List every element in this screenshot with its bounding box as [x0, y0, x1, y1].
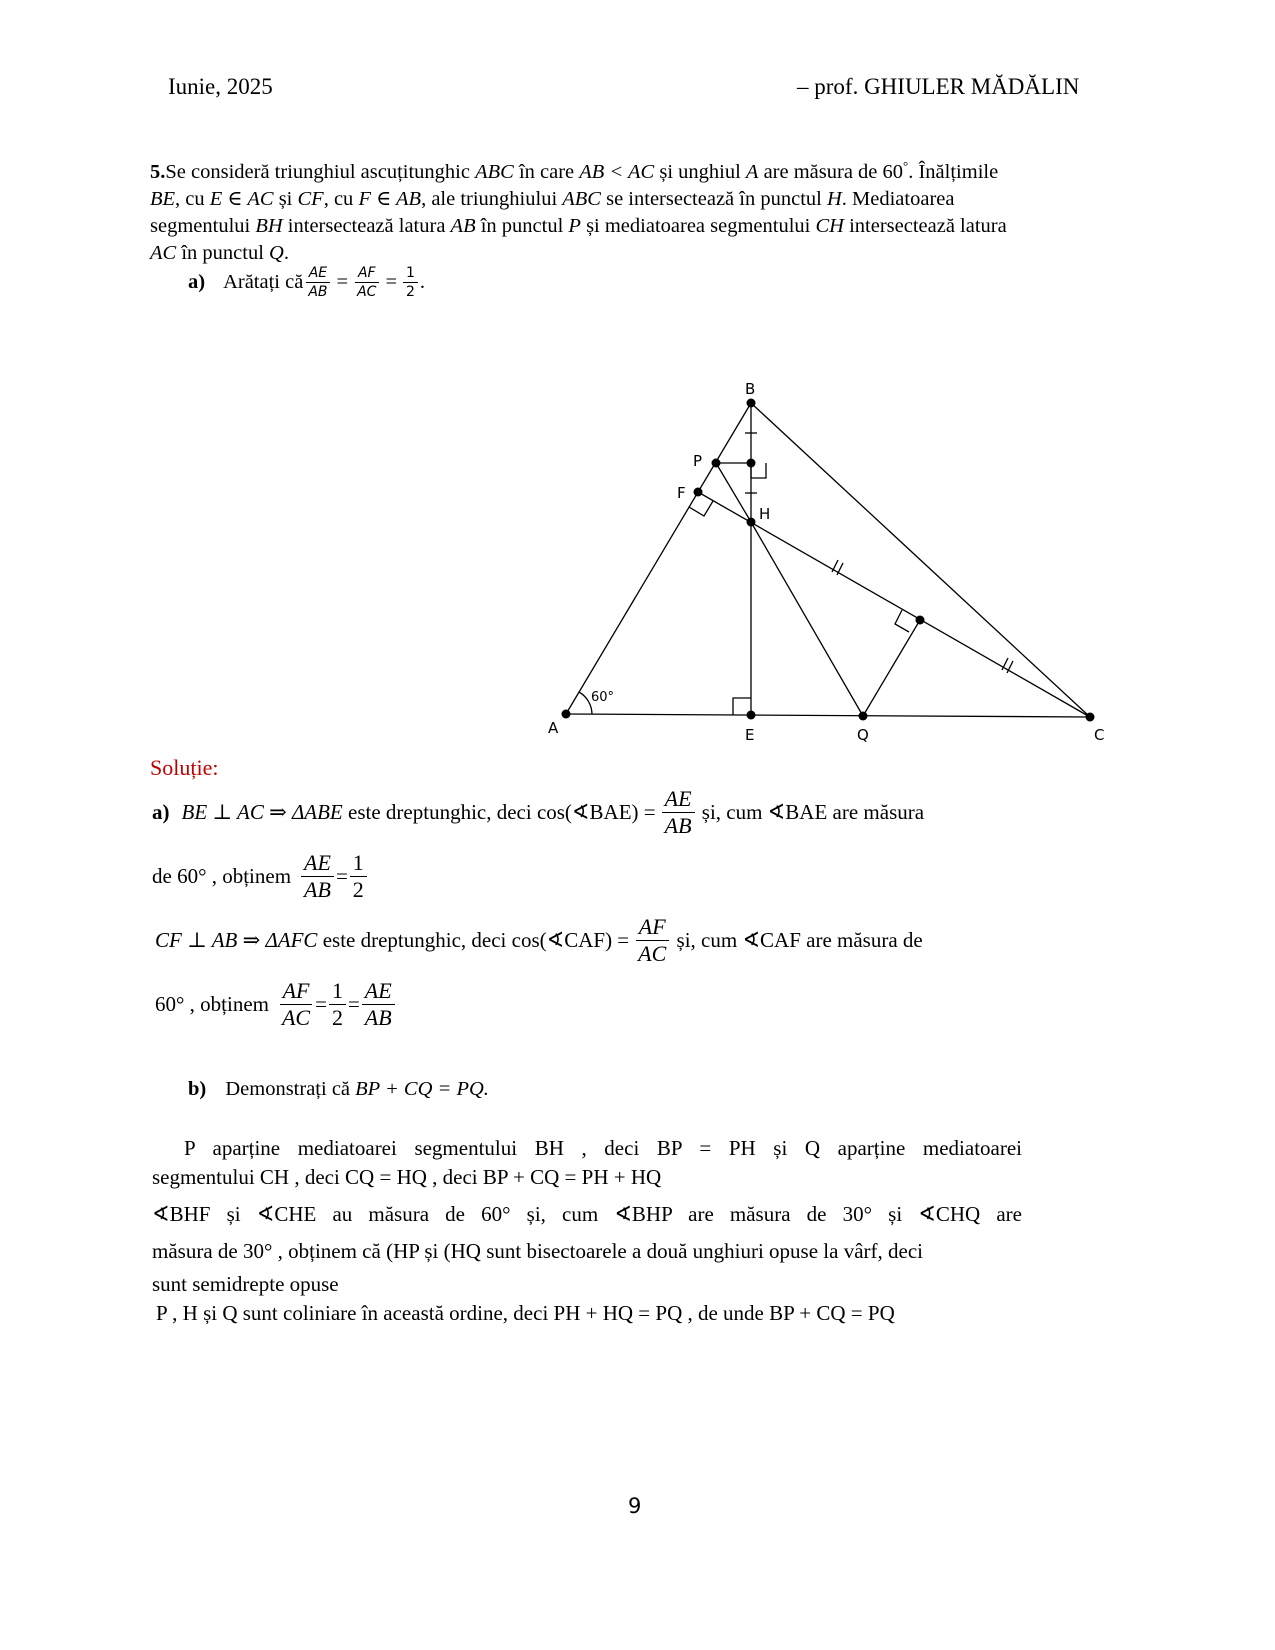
solution-a-line-1: [152, 788, 1022, 837]
altitude-cf: [698, 492, 1090, 717]
degree: °: [903, 158, 909, 173]
part-a-statement: [188, 266, 425, 299]
text: în punctul: [475, 214, 569, 237]
label-e: E: [745, 726, 755, 744]
midpoint-bh: [747, 459, 756, 468]
text: în care: [513, 160, 580, 183]
right-angle-mark: [895, 610, 909, 632]
side-ab: [566, 403, 751, 714]
fraction-ae-ab: [305, 266, 330, 299]
fraction-one-half: [403, 266, 418, 299]
math: A: [745, 160, 759, 183]
math: CH: [815, 214, 844, 237]
math: BE ⊥ AC ⇒ ΔABE: [181, 800, 343, 824]
label-f: F: [677, 484, 686, 502]
label-p: P: [693, 452, 703, 470]
header-right: – prof. GHIULER MĂDĂLIN: [797, 74, 1080, 99]
segment-hq: [751, 522, 863, 716]
fraction-one-half: [350, 852, 367, 901]
text: are măsura de 60: [758, 160, 904, 183]
denominator: AC: [638, 941, 667, 966]
solution-a-line-4: [155, 980, 397, 1029]
point-e: [747, 711, 756, 720]
label-a: A: [548, 719, 559, 737]
fraction-af-ac: [635, 916, 669, 965]
triangle-figure: [530, 370, 1110, 750]
math: H: [826, 187, 842, 210]
label-q: Q: [857, 726, 869, 744]
math: CF: [297, 187, 324, 210]
text: intersectează latura: [282, 214, 451, 237]
solution-title: Soluție:: [150, 755, 219, 780]
side-ac: [566, 714, 1090, 717]
header-left: Iunie, 2025: [168, 74, 273, 99]
solution-a-line-2: [152, 852, 369, 901]
equals: =: [385, 271, 397, 293]
page-number: 9: [628, 1494, 642, 1518]
solution-b-line-4: măsura de 30° , obținem că (HP și (HQ sunt bisectoarele a două unghiuri opuse la vârf, deci: [152, 1239, 923, 1263]
equals: =: [336, 271, 349, 293]
midpoint-ch: [916, 616, 925, 625]
math: BH: [255, 214, 283, 237]
text: . Înălțimile: [908, 160, 999, 183]
point-a: [562, 710, 571, 719]
text: , cu: [175, 187, 210, 210]
denominator: AB: [304, 877, 331, 902]
numerator: AF: [636, 916, 669, 941]
text: , cu: [323, 187, 359, 210]
problem-line-1: [150, 152, 1130, 186]
numerator: 1: [329, 980, 346, 1005]
denominator: 2: [352, 877, 364, 902]
equals: =: [315, 992, 327, 1016]
point-f: [694, 488, 703, 497]
fraction-ae-ab: [662, 788, 695, 837]
math: Q: [269, 241, 284, 264]
denominator: 2: [406, 284, 415, 300]
part-a-label: a): [188, 271, 206, 293]
point-q: [859, 712, 868, 721]
period: .: [419, 271, 426, 293]
denominator: AB: [664, 813, 692, 838]
numerator: AE: [362, 980, 395, 1005]
denominator: AC: [357, 284, 377, 300]
denominator: AB: [308, 284, 328, 300]
right-angle-mark: [689, 501, 713, 516]
numerator: 1: [403, 266, 418, 283]
numerator: AF: [355, 266, 379, 283]
text: . Mediatoarea: [841, 187, 955, 210]
text: Se consideră triunghiul ascuțitunghic: [165, 160, 476, 183]
part-b-text: Demonstrați că: [225, 1078, 356, 1100]
denominator: AB: [364, 1005, 392, 1030]
label-c: C: [1094, 726, 1105, 744]
math: AB: [450, 214, 476, 237]
point-h: [747, 518, 756, 527]
fraction-af-ac: [354, 266, 379, 299]
numerator: AE: [306, 266, 330, 283]
equals: =: [335, 864, 348, 888]
math: ABC: [562, 187, 601, 210]
part-b-label: b): [188, 1078, 207, 1100]
part-b-statement: [188, 1076, 489, 1103]
math: BE: [150, 187, 176, 210]
problem-line-3: [150, 213, 1130, 240]
math: AC: [150, 241, 177, 264]
text: de 60° , obținem: [152, 864, 292, 888]
text: este dreptunghic, deci cos(∢BAE) =: [342, 800, 656, 824]
denominator: 2: [331, 1005, 343, 1030]
denominator: AC: [281, 1005, 311, 1030]
numerator: AE: [662, 788, 695, 813]
solution-b-line-3: ∢BHF și ∢CHE au măsura de 60° și, cum ∢BHP are măsura de 30° și ∢CHQ are: [152, 1202, 1022, 1226]
text: intersectează latura: [843, 214, 1007, 237]
solution-a-label: a): [152, 800, 170, 824]
point-c: [1086, 713, 1095, 722]
math: AB < AC: [579, 160, 655, 183]
problem-line-2: [150, 186, 1130, 213]
fraction-ae-ab: [301, 852, 334, 901]
text: și unghiul: [654, 160, 746, 183]
solution-b-line-6: P , H și Q sunt coliniare în această ordine, deci PH + HQ = PQ , de unde BP + CQ = PQ: [156, 1301, 895, 1325]
solution-b-line-1: P aparține mediatoarei segmentului BH , deci BP = PH și Q aparține mediatoarei: [184, 1136, 1022, 1160]
label-h: H: [759, 505, 771, 523]
math: E ∈ AC: [209, 187, 274, 210]
math: F ∈ AB: [358, 187, 422, 210]
text: .: [283, 241, 289, 264]
math: P: [568, 214, 581, 237]
problem-statement: [150, 152, 1130, 267]
text: și, cum ∢BAE are măsura: [696, 800, 925, 824]
text: segmentului: [150, 214, 256, 237]
text: , ale triunghiului: [421, 187, 563, 210]
point-p: [712, 459, 721, 468]
text: și: [273, 187, 298, 210]
text: și mediatoarea segmentului: [580, 214, 816, 237]
part-a-text: Arătați că: [223, 271, 304, 293]
point-b: [747, 399, 756, 408]
solution-b-line-5: sunt semidrepte opuse: [152, 1272, 339, 1296]
text: și, cum ∢CAF are măsura de: [671, 928, 923, 952]
numerator: AE: [301, 852, 334, 877]
equals: =: [347, 992, 360, 1016]
math: CF ⊥ AB ⇒ ΔAFC: [155, 928, 318, 952]
fraction-ae-ab: [362, 980, 395, 1029]
solution-b-line-2: segmentului CH , deci CQ = HQ , deci BP + CQ = PH + HQ: [152, 1165, 662, 1189]
fraction-af-ac: [279, 980, 313, 1029]
text: în punctul: [176, 241, 270, 264]
angle-label: 60°: [591, 690, 615, 705]
text: 60° , obținem: [155, 992, 269, 1016]
fraction-one-half: [329, 980, 346, 1029]
part-b-expression: BP + CQ = PQ.: [355, 1078, 489, 1100]
text: este dreptunghic, deci cos(∢CAF) =: [317, 928, 630, 952]
label-b: B: [745, 380, 756, 398]
problem-number: 5.: [150, 160, 166, 183]
bisector-ch: [863, 620, 920, 716]
problem-line-4: [150, 240, 1130, 267]
numerator: 1: [350, 852, 367, 877]
side-bc: [751, 403, 1090, 717]
solution-a-line-3: [155, 916, 1025, 965]
numerator: AF: [280, 980, 313, 1005]
solution-b: [152, 1130, 1022, 1332]
math: ABC: [475, 160, 514, 183]
text: se intersectează în punctul: [600, 187, 827, 210]
